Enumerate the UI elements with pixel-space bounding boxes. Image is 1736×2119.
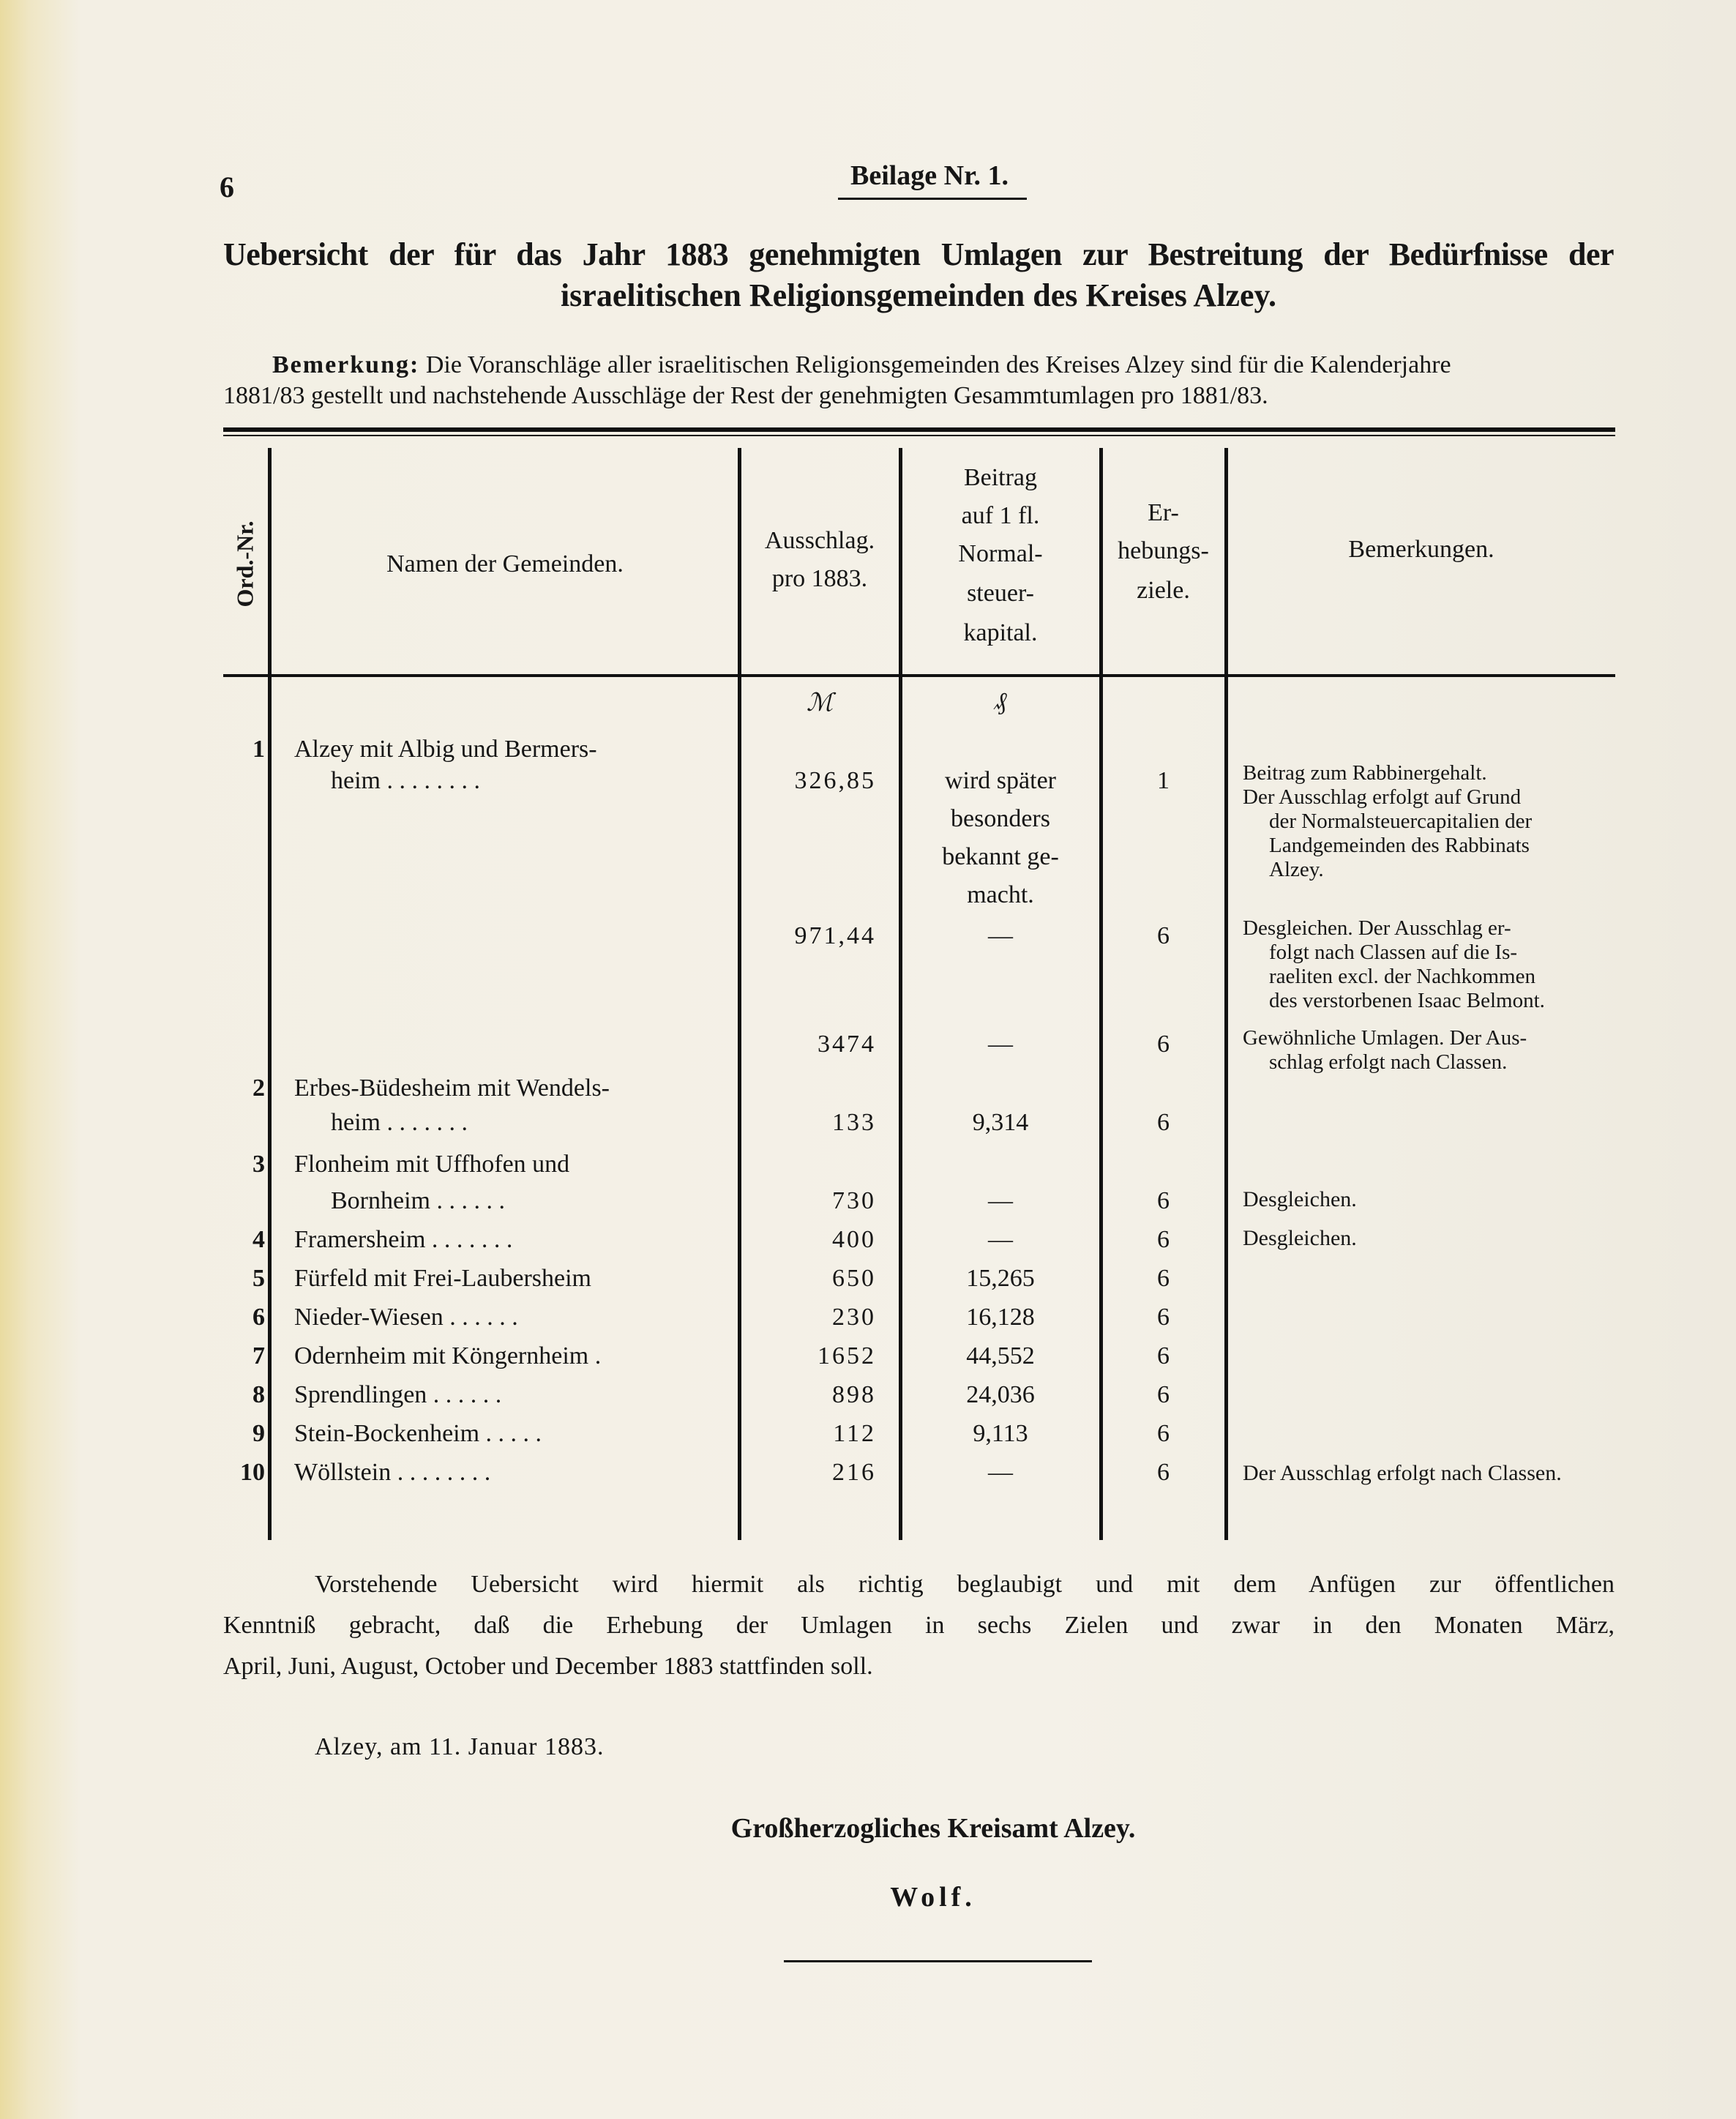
row-nr: 2 bbox=[252, 1075, 265, 1102]
row-beitrag: macht. bbox=[967, 881, 1034, 908]
row-name: Odernheim mit Köngernheim . bbox=[294, 1342, 602, 1369]
row-name: Stein-Bockenheim . . . . . bbox=[294, 1420, 542, 1447]
row-nr: 1 bbox=[252, 736, 265, 763]
row-beitrag: — bbox=[988, 1459, 1013, 1486]
remark-line: Beitrag zum Rabbinergehalt. bbox=[1243, 761, 1487, 785]
row-ausschlag: 133 bbox=[832, 1109, 876, 1136]
row-beitrag: — bbox=[988, 922, 1013, 949]
row-nr: 9 bbox=[252, 1420, 265, 1447]
row-name: Sprendlingen . . . . . . bbox=[294, 1381, 502, 1408]
row-ziele: 6 bbox=[1157, 922, 1170, 949]
row-ausschlag: 216 bbox=[832, 1459, 876, 1486]
row-beitrag: 24,036 bbox=[966, 1381, 1035, 1408]
supplement-label: Beilage Nr. 1. bbox=[850, 160, 1009, 191]
header-beitrag-3: Normal- bbox=[958, 540, 1043, 567]
signature: Wolf. bbox=[890, 1882, 976, 1913]
header-beitrag-4: steuer- bbox=[967, 580, 1034, 607]
row-ausschlag: 898 bbox=[832, 1381, 876, 1408]
row-ausschlag: 730 bbox=[832, 1187, 876, 1214]
row-beitrag: — bbox=[988, 1187, 1013, 1214]
column-divider bbox=[1099, 448, 1103, 1540]
remark-line: Landgemeinden des Rabbinats bbox=[1269, 834, 1530, 857]
row-ausschlag: 3474 bbox=[818, 1031, 876, 1058]
row-ziele: 6 bbox=[1157, 1420, 1170, 1447]
row-beitrag: bekannt ge- bbox=[942, 843, 1059, 870]
row-ausschlag: 1652 bbox=[818, 1342, 876, 1369]
remark-line: Alzey. bbox=[1269, 858, 1324, 881]
row-ziele: 6 bbox=[1157, 1265, 1170, 1292]
header-ziele-1: Er- bbox=[1148, 499, 1179, 526]
footer-paragraph-line-1: Vorstehende Uebersicht wird hiermit als richtig beglaubigt und mit dem Anfügen zur öffentlichen bbox=[315, 1571, 1615, 1598]
row-beitrag: 9,314 bbox=[972, 1109, 1029, 1136]
row-ziele: 6 bbox=[1157, 1109, 1170, 1136]
row-bemerkung: Desgleichen. bbox=[1243, 1187, 1357, 1211]
row-beitrag: besonders bbox=[951, 805, 1050, 832]
remark-line: des verstorbenen Isaac Belmont. bbox=[1269, 989, 1545, 1012]
row-ziele: 6 bbox=[1157, 1342, 1170, 1369]
row-ziele: 6 bbox=[1157, 1031, 1170, 1058]
unit-mark: ℳ bbox=[806, 689, 834, 717]
header-ausschlag-2: pro 1883. bbox=[771, 565, 868, 592]
row-ausschlag: 112 bbox=[833, 1420, 876, 1447]
table-top-rule-thin bbox=[223, 435, 1615, 436]
header-bemerkungen: Bemerkungen. bbox=[1348, 536, 1494, 563]
row-ziele: 1 bbox=[1157, 767, 1170, 794]
row-nr: 5 bbox=[252, 1265, 265, 1292]
remark-line: Der Ausschlag erfolgt auf Grund bbox=[1243, 785, 1522, 809]
header-beitrag-5: kapital. bbox=[963, 619, 1038, 646]
column-divider bbox=[899, 448, 902, 1540]
row-name: Alzey mit Albig und Bermers- bbox=[294, 736, 597, 763]
row-ausschlag: 230 bbox=[832, 1304, 876, 1331]
row-beitrag: 15,265 bbox=[966, 1265, 1035, 1292]
row-name-cont: Bornheim . . . . . . bbox=[331, 1187, 505, 1214]
row-nr: 3 bbox=[252, 1151, 265, 1178]
row-name-cont: heim . . . . . . . bbox=[331, 1109, 468, 1136]
row-name: Wöllstein . . . . . . . . bbox=[294, 1459, 491, 1486]
row-beitrag: wird später bbox=[944, 767, 1056, 794]
issuing-authority: Großherzogliches Kreisamt Alzey. bbox=[730, 1813, 1136, 1844]
column-divider bbox=[268, 448, 272, 1540]
header-ziele-3: ziele. bbox=[1137, 577, 1190, 604]
note-line-1: Die Voranschläge aller israelitischen Religionsgemeinden des Kreises Alzey sind für die Kalenderjahre bbox=[425, 351, 1451, 378]
remark-line: raeliten excl. der Nachkommen bbox=[1269, 965, 1535, 988]
column-divider bbox=[738, 448, 741, 1540]
row-ausschlag: 971,44 bbox=[794, 922, 876, 949]
row-beitrag: 9,113 bbox=[973, 1420, 1028, 1447]
header-name: Namen der Gemeinden. bbox=[386, 550, 624, 578]
row-nr: 8 bbox=[252, 1381, 265, 1408]
row-nr: 7 bbox=[252, 1342, 265, 1369]
supplement-underline bbox=[838, 198, 1027, 200]
remark-line: schlag erfolgt nach Classen. bbox=[1269, 1050, 1508, 1074]
header-rule bbox=[223, 674, 1615, 677]
row-ziele: 6 bbox=[1157, 1226, 1170, 1253]
note bbox=[272, 351, 1615, 379]
header-nr: Ord.-Nr. bbox=[231, 520, 258, 608]
row-name: Fürfeld mit Frei-Laubersheim bbox=[294, 1265, 592, 1292]
closing-rule bbox=[784, 1960, 1092, 1962]
row-bemerkung bbox=[1243, 916, 1609, 1013]
row-ziele: 6 bbox=[1157, 1381, 1170, 1408]
row-ziele: 6 bbox=[1157, 1187, 1170, 1214]
row-beitrag: 44,552 bbox=[966, 1342, 1035, 1369]
table-top-rule bbox=[223, 427, 1615, 432]
title-line-1: Uebersicht der für das Jahr 1883 genehmigten Umlagen zur Bestreitung der Bedürfnisse der bbox=[223, 236, 1614, 272]
row-nr: 6 bbox=[252, 1304, 265, 1331]
header-beitrag-2: auf 1 fl. bbox=[961, 502, 1040, 529]
row-beitrag: — bbox=[988, 1226, 1013, 1253]
page-number: 6 bbox=[220, 171, 234, 203]
note-label: Bemerkung: bbox=[272, 351, 420, 378]
remark-line: der Normalsteuercapitalien der bbox=[1269, 810, 1533, 833]
row-bemerkung bbox=[1243, 1026, 1609, 1075]
place-date: Alzey, am 11. Januar 1883. bbox=[315, 1733, 605, 1760]
row-nr: 10 bbox=[240, 1459, 265, 1486]
row-ausschlag: 650 bbox=[832, 1265, 876, 1292]
footer-paragraph-line-3: April, Juni, August, October und December 1883 stattfinden soll. bbox=[223, 1653, 873, 1680]
row-bemerkung: Der Ausschlag erfolgt nach Classen. bbox=[1243, 1461, 1562, 1485]
remark-line: Desgleichen. Der Ausschlag er- bbox=[1243, 916, 1511, 940]
title-line-2: israelitischen Religionsgemeinden des Kreises Alzey. bbox=[560, 277, 1277, 313]
row-nr: 4 bbox=[252, 1226, 265, 1253]
row-name: Erbes-Büdesheim mit Wendels- bbox=[294, 1075, 610, 1102]
column-divider bbox=[1224, 448, 1228, 1540]
footer-paragraph-line-2: Kenntniß gebracht, daß die Erhebung der Umlagen in sechs Zielen und zwar in den Monaten März, bbox=[223, 1612, 1615, 1639]
header-ziele-2: hebungs- bbox=[1118, 537, 1209, 564]
note-line-2: 1881/83 gestellt und nachstehende Ausschläge der Rest der genehmigten Gesammtumlagen pro 1881/83. bbox=[223, 382, 1268, 409]
header-beitrag-1: Beitrag bbox=[963, 464, 1038, 491]
row-ziele: 6 bbox=[1157, 1304, 1170, 1331]
row-ziele: 6 bbox=[1157, 1459, 1170, 1486]
row-name: Nieder-Wiesen . . . . . . bbox=[294, 1304, 518, 1331]
remark-line: folgt nach Classen auf die Is- bbox=[1269, 941, 1518, 964]
row-beitrag: 16,128 bbox=[966, 1304, 1035, 1331]
header-ausschlag-1: Ausschlag. bbox=[764, 527, 875, 554]
row-bemerkung bbox=[1243, 761, 1609, 882]
unit-pfennig: ₰ bbox=[994, 688, 1007, 715]
remark-line: Gewöhnliche Umlagen. Der Aus- bbox=[1243, 1026, 1527, 1050]
row-ausschlag: 326,85 bbox=[794, 767, 876, 794]
row-name: Framersheim . . . . . . . bbox=[294, 1226, 513, 1253]
row-name-cont: heim . . . . . . . . bbox=[331, 767, 480, 794]
row-beitrag: — bbox=[988, 1031, 1013, 1058]
row-bemerkung: Desgleichen. bbox=[1243, 1226, 1357, 1250]
row-ausschlag: 400 bbox=[832, 1226, 876, 1253]
row-name: Flonheim mit Uffhofen und bbox=[294, 1151, 570, 1178]
